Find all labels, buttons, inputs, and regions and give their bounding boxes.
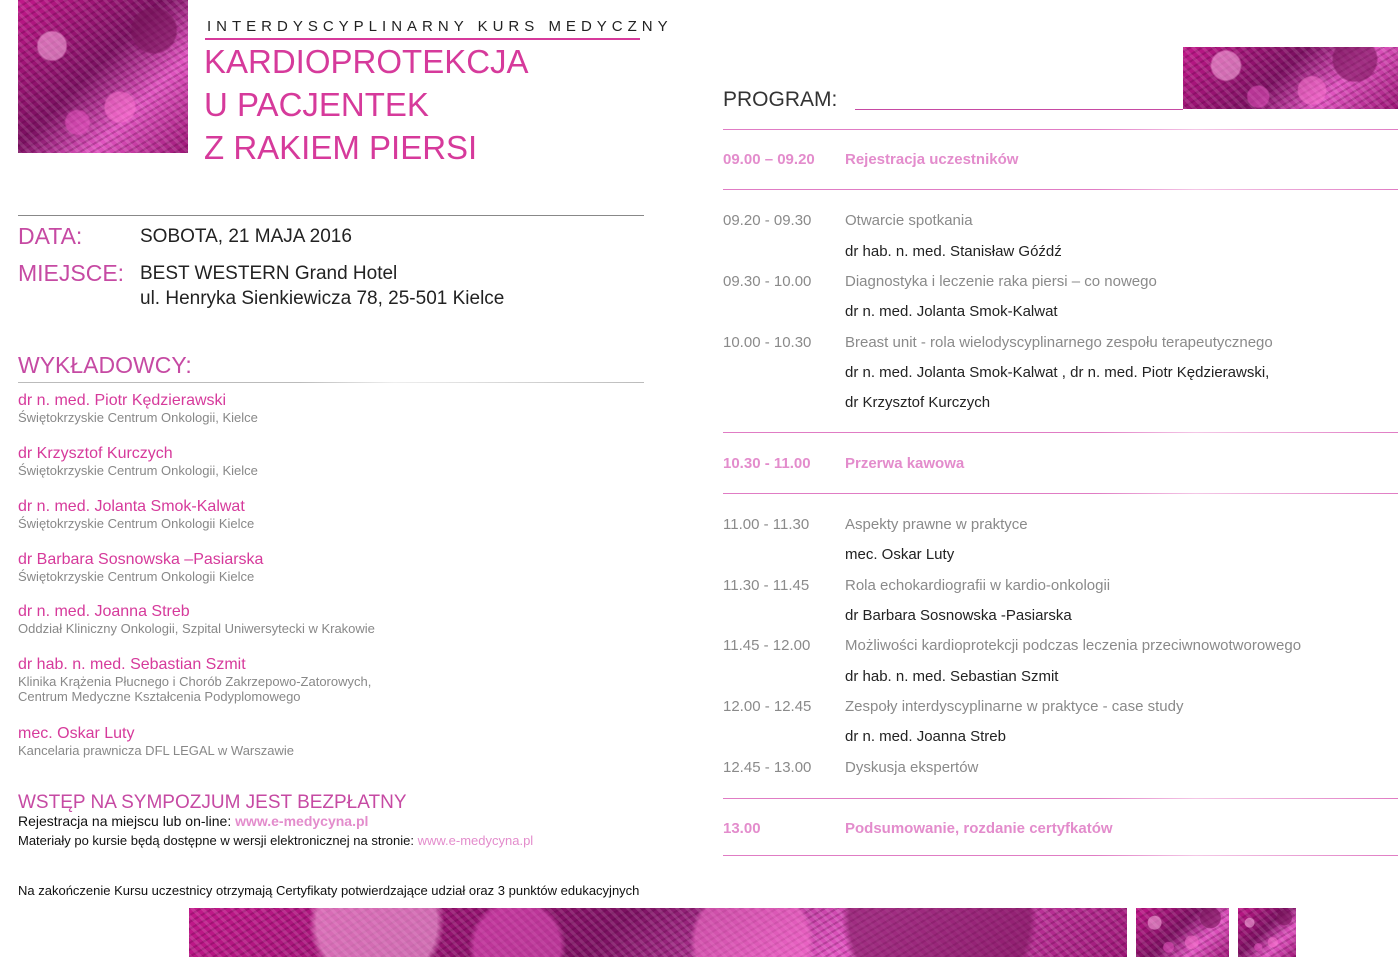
program-time: 10.30 - 11.00 — [723, 455, 811, 472]
title-line-3: Z RAKIEM PIERSI — [204, 129, 478, 166]
program-text: Breast unit - rola wielodyscyplinarnego zespołu terapeutycznego — [845, 334, 1273, 351]
program-text: Podsumowanie, rozdanie certyfkatów — [845, 820, 1113, 837]
lecturer-affiliation: Świętokrzyskie Centrum Onkologii, Kielce — [18, 410, 258, 425]
title-line-1: KARDIOPROTEKCJA — [204, 43, 529, 80]
registration-line — [18, 813, 368, 829]
program-rule — [723, 493, 1398, 494]
program-speaker: dr Krzysztof Kurczych — [845, 394, 991, 411]
program-speaker: dr hab. n. med. Stanisław Góźdź — [845, 243, 1062, 260]
program-speaker: dr hab. n. med. Sebastian Szmit — [845, 668, 1059, 685]
program-text: Rola echokardiografii w kardio-onkologii — [845, 577, 1111, 594]
program-time: 13.00 — [723, 820, 761, 837]
lecturer-name: dr n. med. Piotr Kędzierawski — [18, 392, 227, 409]
program-time: 12.00 - 12.45 — [723, 698, 812, 715]
lecturer-affiliation: Oddział Kliniczny Onkologii, Szpital Uniwersytecki w Krakowie — [18, 621, 375, 636]
lecturer-item — [18, 551, 638, 603]
lecturer-affiliation: Świętokrzyskie Centrum Onkologii Kielce — [18, 569, 255, 584]
program-speaker: mec. Oskar Luty — [845, 546, 955, 563]
lecturer-name: dr n. med. Jolanta Smok-Kalwat — [18, 498, 245, 515]
program-text: Zespoły interdyscyplinarne w praktyce - case study — [845, 698, 1184, 715]
date-value: SOBOTA, 21 MAJA 2016 — [140, 226, 352, 247]
program-time: 10.00 - 10.30 — [723, 334, 812, 351]
lecturer-item — [18, 392, 638, 445]
materials-line — [18, 833, 533, 848]
course-title — [204, 40, 529, 169]
certificates-note: Na zakończenie Kursu uczestnicy otrzymają Certyfikaty potwierdzające udział oraz 3 punktów edukacyjnych — [18, 883, 640, 898]
registration-text: Rejestracja na miejscu lub on-line: — [18, 813, 236, 829]
program-speaker: dr n. med. Jolanta Smok-Kalwat , dr n. med. Piotr Kędzierawski, — [845, 364, 1270, 381]
program-time: 12.45 - 13.00 — [723, 759, 812, 776]
program-text: Dyskusja ekspertów — [845, 759, 979, 776]
info-rule — [18, 215, 644, 216]
title-line-2: U PACJENTEK — [204, 86, 429, 123]
lecturer-name: dr n. med. Joanna Streb — [18, 603, 190, 620]
lecturer-item — [18, 498, 638, 551]
lecturer-item — [18, 656, 638, 725]
lecturer-item — [18, 725, 638, 765]
program-list — [723, 0, 1398, 957]
lecturer-name: dr Krzysztof Kurczych — [18, 445, 173, 462]
program-time: 11.00 - 11.30 — [723, 516, 810, 533]
lecturer-name: dr Barbara Sosnowska –Pasiarska — [18, 551, 264, 568]
materials-link[interactable]: www.e-medycyna.pl — [417, 833, 534, 848]
program-text: Przerwa kawowa — [845, 455, 965, 472]
date-label: DATA: — [18, 223, 83, 249]
program-rule — [723, 432, 1398, 433]
program-rule — [723, 189, 1398, 190]
place-line-2: ul. Henryka Sienkiewicza 78, 25-501 Kielce — [140, 288, 505, 309]
lecturer-item — [18, 445, 638, 498]
place-label: MIEJSCE: — [18, 260, 125, 286]
header-image — [18, 0, 188, 153]
program-speaker: dr n. med. Jolanta Smok-Kalwat — [845, 303, 1058, 320]
program-text: Diagnostyka i leczenie raka piersi – co nowego — [845, 273, 1157, 290]
program-rule — [723, 855, 1398, 856]
registration-link[interactable]: www.e-medycyna.pl — [235, 813, 369, 829]
materials-text: Materiały po kursie będą dostępne w wersji elektronicznej na stronie: — [18, 833, 418, 848]
place-line-1: BEST WESTERN Grand Hotel — [140, 263, 398, 284]
program-text: Rejestracja uczestników — [845, 151, 1019, 168]
program-text: Otwarcie spotkania — [845, 212, 973, 229]
lecturer-list — [18, 392, 638, 765]
lecturer-affiliation: Kancelaria prawnicza DFL LEGAL w Warszawie — [18, 743, 294, 758]
lecturers-rule — [18, 382, 644, 383]
lecturer-affiliation: Klinika Krążenia Płucnego i Chorób Zakrzepowo-Zatorowych, — [18, 674, 372, 689]
program-time: 09.00 – 09.20 — [723, 151, 815, 168]
lecturer-affiliation: Świętokrzyskie Centrum Onkologii, Kielce — [18, 463, 258, 478]
program-rule — [723, 798, 1398, 799]
program-time: 09.20 - 09.30 — [723, 212, 812, 229]
lecturer-name: dr hab. n. med. Sebastian Szmit — [18, 656, 246, 673]
lecturers-heading: WYKŁADOWCY: — [18, 352, 192, 378]
program-time: 11.45 - 12.00 — [723, 637, 811, 654]
program-heading: PROGRAM: — [723, 88, 838, 111]
lecturer-name: mec. Oskar Luty — [18, 725, 135, 742]
course-kicker: INTERDYSCYPLINARNY KURS MEDYCZNY — [207, 18, 673, 35]
program-text: Aspekty prawne w praktyce — [845, 516, 1028, 533]
lecturer-item — [18, 603, 638, 656]
lecturer-affiliation: Świętokrzyskie Centrum Onkologii Kielce — [18, 516, 255, 531]
program-speaker: dr Barbara Sosnowska -Pasiarska — [845, 607, 1072, 624]
program-text: Możliwości kardioprotekcji podczas leczenia przeciwnowotworowego — [845, 637, 1302, 654]
program-time: 11.30 - 11.45 — [723, 577, 810, 594]
program-time: 09.30 - 10.00 — [723, 273, 812, 290]
lecturer-affiliation: Centrum Medyczne Kształcenia Podyplomowego — [18, 689, 301, 704]
program-speaker: dr n. med. Joanna Streb — [845, 728, 1006, 745]
free-entry-heading: WSTĘP NA SYMPOZJUM JEST BEZPŁATNY — [18, 792, 407, 813]
